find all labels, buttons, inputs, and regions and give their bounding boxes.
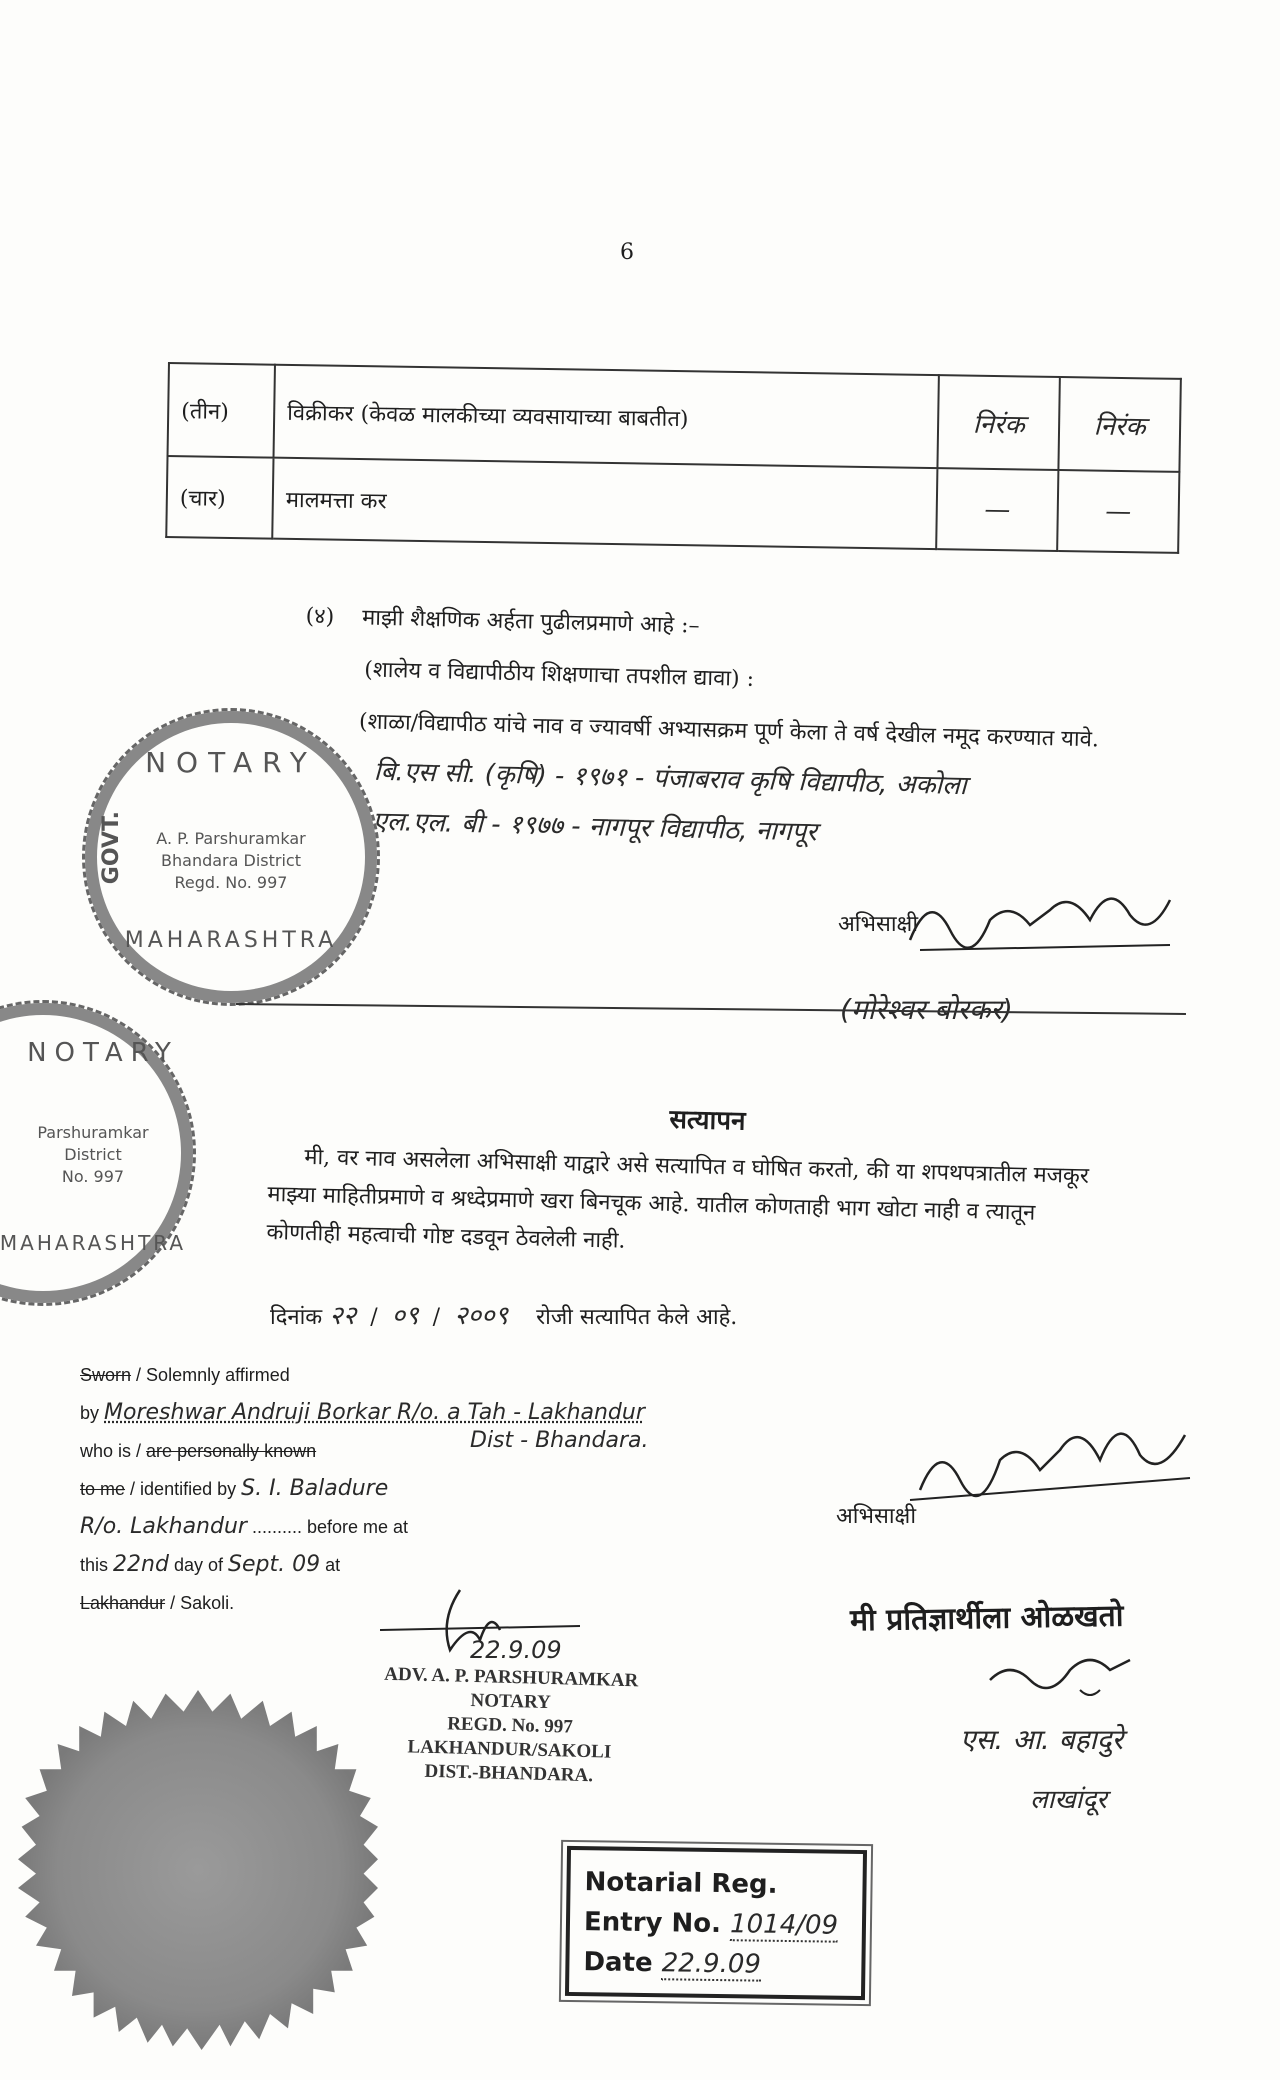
stamp-title: NOTARY [145, 746, 317, 779]
row-value-2: — [1057, 470, 1179, 553]
table-row [168, 363, 1181, 472]
row-label: मालमत्ता कर [272, 458, 937, 549]
embossed-seal [18, 1690, 378, 2050]
deponent-signature [900, 870, 1180, 960]
stamp-name: Parshuramkar [37, 1123, 149, 1142]
deponent-label: अभिसाक्षी [838, 912, 919, 937]
register-title: Notarial Reg. [584, 1867, 778, 1900]
deponent-signature [900, 1400, 1200, 1510]
struck-text: Lakhandur [80, 1593, 166, 1613]
verification-section [266, 1090, 1170, 1268]
date-day: २२ [329, 1301, 357, 1331]
education-entry: एल.एल. बी - १९७७ - नागपूर विद्यापीठ, नागपूर [372, 806, 818, 848]
date-value: 22.9.09 [661, 1948, 762, 1980]
affirm-text: / identified by [130, 1479, 237, 1499]
struck-text: to me [80, 1479, 126, 1499]
affirm-text: / Solemnly affirmed [136, 1365, 290, 1385]
deponent-handwritten: Moreshwar Andruji Borkar R/o. a Tah - Lakhandur [104, 1400, 645, 1425]
notary-title: NOTARY [470, 1689, 552, 1714]
deponent-name: (मोरेश्वर बोरकर) [840, 993, 1013, 1026]
affirm-text: who is / [80, 1441, 142, 1461]
struck-text: Sworn [80, 1365, 132, 1385]
affirm-text: / Sakoli. [170, 1593, 235, 1613]
day-handwritten: 22nd [113, 1552, 169, 1577]
residence-handwritten: R/o. Lakhandur [80, 1514, 247, 1539]
row-value-1: — [936, 468, 1058, 551]
deponent-label: अभिसाक्षी [836, 1504, 917, 1529]
date-label: दिनांक [270, 1305, 323, 1330]
education-entry: बि.एस सी. (कृषि) - १९७१ - पंजाबराव कृषि विद्यापीठ, अकोला [373, 756, 967, 802]
stamp-govt: GOVT. [99, 811, 124, 885]
entry-label: Entry No. [583, 1907, 722, 1940]
verification-text: माझ्या माहितीप्रमाणे व श्रध्देप्रमाणे खरा बिनचूक आहे. यातील कोणताही भाग खोटा नाही व त्यातून [267, 1181, 1036, 1226]
identifier-name: एस. आ. बहादुरे [960, 1723, 1124, 1756]
row-value-2: निरंक [1058, 377, 1180, 472]
date-suffix: रोजी सत्यापित केले आहे. [536, 1305, 738, 1330]
stamp-district: Bhandara District [161, 851, 301, 870]
section-divider [236, 1003, 1186, 1015]
stamp-regd: Regd. No. 997 [174, 873, 288, 892]
affirm-text: day of [173, 1555, 223, 1575]
identifier-handwritten: S. I. Baladure [241, 1476, 389, 1501]
verification-text: कोणतीही महत्वाची गोष्ट दडवून ठेवलेली नाही. [266, 1219, 626, 1254]
row-number: (तीन) [168, 363, 275, 458]
education-instruction: (शालेय व विद्यापीठीय शिक्षणाचा तपशील द्यावा) : [364, 657, 755, 692]
struck-text: are personally known [146, 1441, 317, 1461]
identifier-place: लाखांदूर [1030, 1785, 1107, 1815]
identifier-statement: मी प्रतिज्ञार्थीला ओळखतो [849, 1598, 1124, 1639]
notary-regd: REGD. No. 997 [446, 1713, 574, 1738]
notarial-register-box [565, 1846, 867, 2000]
affirm-text: at [325, 1555, 341, 1575]
notary-date: 22.9.09 [470, 1636, 562, 1664]
table-row [166, 456, 1179, 553]
notary-block [348, 1662, 671, 1790]
affirm-text: by [80, 1403, 100, 1423]
notary-stamp [82, 708, 380, 1006]
date-year: २००९ [454, 1301, 509, 1331]
affirm-text: before me at [307, 1517, 409, 1537]
notary-dist: DIST.-BHANDARA. [424, 1760, 594, 1787]
stamp-name: A. P. Parshuramkar [156, 829, 306, 848]
affirmation-block: Sworn / Solemnly affirmed by Moreshwar Andruji Borkar R/o. a Tah - Lakhandur who is / are personally known Dist - Bhandara. to me / identified by S. I. Baladure R/o. Lakhandur .......... before me at this 22nd day of Sept. 09 at Lakhandur / Sakoli. [80, 1365, 649, 1613]
identifier-signature [980, 1640, 1140, 1710]
verification-text: मी, वर नाव असलेला अभिसाक्षी याद्वारे असे सत्यापित व घोषित करतो, की या शपथपत्रातील मजकूर [304, 1144, 1090, 1190]
row-value-1: निरंक [938, 375, 1060, 470]
notary-name: ADV. A. P. PARSHURAMKAR [384, 1663, 639, 1692]
verification-title: सत्यापन [669, 1104, 746, 1137]
stamp-state: MAHARASHTRA [0, 1231, 187, 1255]
education-heading: माझी शैक्षणिक अर्हता पुढीलप्रमाणे आहे :– [361, 605, 700, 639]
date-label: Date [583, 1947, 653, 1979]
stamp-state: MAHARASHTRA [124, 928, 338, 953]
education-number: (४) [305, 603, 335, 630]
stamp-district: District [64, 1145, 122, 1164]
education-instruction-2: (शाळा/विद्यापीठ यांचे नाव व ज्यावर्षी अभ्यासक्रम पूर्ण केला ते वर्ष देखील नमूद करण्यात यावे. [358, 709, 1100, 753]
page-number: 6 [620, 240, 634, 265]
row-label: विक्रीकर (केवळ मालकीच्या व्यवसायाच्या बाबतीत) [274, 365, 940, 468]
date-month: ०९ [391, 1301, 419, 1331]
education-section [300, 600, 1205, 858]
verification-date: दिनांक २२ / ०९ / २००९ रोजी सत्यापित केले आहे. [270, 1301, 738, 1331]
row-number: (चार) [166, 456, 273, 539]
district-handwritten: Dist - Bhandara. [470, 1428, 649, 1453]
stamp-title: NOTARY [27, 1038, 179, 1068]
month-handwritten: Sept. 09 [228, 1552, 321, 1577]
notary-stamp-partial [0, 1000, 196, 1306]
notary-place: LAKHANDUR/SAKOLI [407, 1736, 612, 1763]
affirm-text: this [80, 1555, 109, 1575]
entry-value: 1014/09 [729, 1909, 839, 1941]
tax-table [165, 362, 1182, 554]
stamp-regd: No. 997 [61, 1167, 125, 1186]
